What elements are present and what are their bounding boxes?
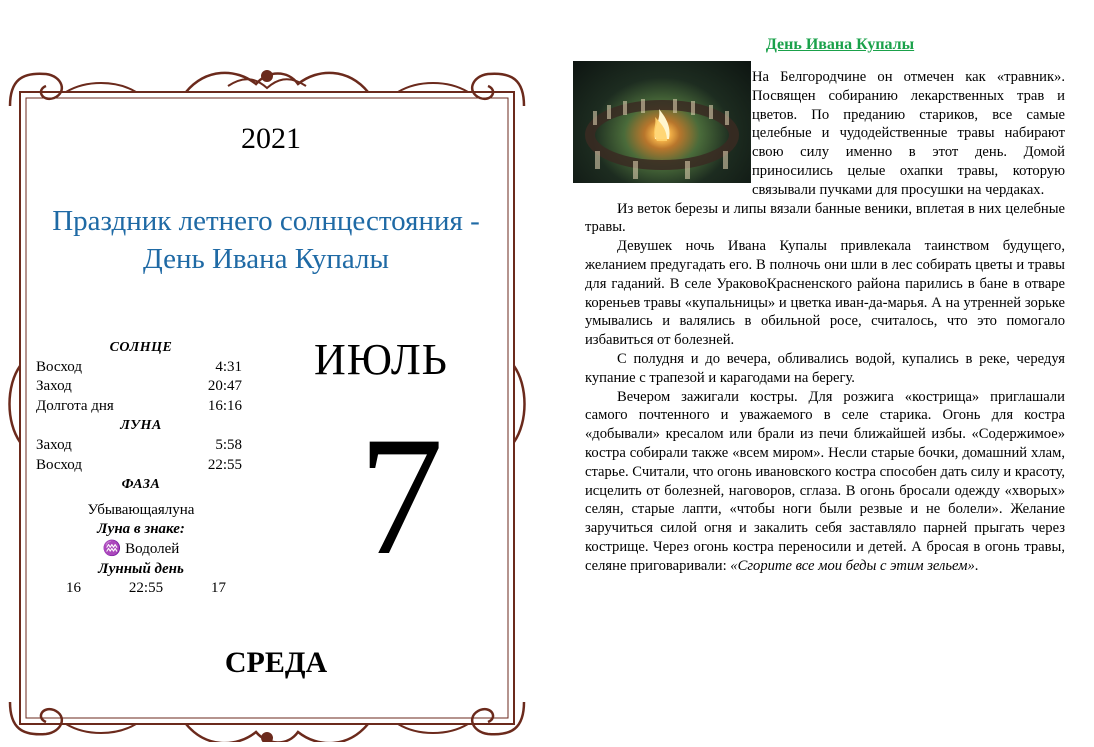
calendar-page — [6, 66, 528, 742]
article-paragraph-2: Из веток березы и липы вязали банные веники, вплетая в них целебные травы. — [585, 200, 1065, 236]
moon-sign-value: Водолей — [125, 540, 180, 557]
article-paragraph-5 — [585, 388, 1065, 576]
sunset-row — [36, 377, 246, 397]
moon-sign-label: Луна в знаке: — [97, 521, 185, 538]
photo-spacer — [573, 68, 748, 186]
holiday-title — [26, 202, 506, 278]
sunrise-label: Восход — [36, 358, 82, 375]
lunar-day-row — [36, 579, 246, 599]
moonset-label: Заход — [36, 436, 72, 453]
calendar-year: 2021 — [241, 122, 301, 155]
moonset-row — [36, 436, 246, 456]
article-paragraph-5-text: Вечером зажигали костры. Для розжига «кострища» приглашали самого почтенного и уважаемого в селе старика. Огонь для костра «добывали» кресалом или брали из печи ближайшей избы. «Содержимое» костра собирали также «всем миром». Несли старые бочки, домашний хлам, старье. Считали, что огонь ивановского костра способен дать силу и красоту, исцелить от болезней, наговоров, сглаза. В огонь бросали одежду «хворых» селян, старые лапти, «чтобы ноги были резвые и не болели». Желание заручиться силой огня и закалить себя заставляло парней прыгать через кострище. Через огонь костра переносили и детей. А бросая в огонь травы, селяне приговаривали: — [585, 388, 1065, 574]
lunar-day-label: Лунный день — [98, 560, 184, 577]
article-paragraph-1: На Белгородчине он отмечен как «травник». Посвящен собиранию лекарственных трав и цветов. По преданию стариков, все самые целебные и чудодейственные травы набирают свою силу именно в этот день. Домой приносились целые охапки травы, которую связывали пучками для просушки на чердаках. — [752, 69, 1065, 198]
article-body — [585, 68, 1065, 576]
daylength-value: 16:16 — [207, 397, 242, 414]
holiday-title-line1: Праздник летнего солнцестояния - — [52, 205, 480, 237]
article-title: День Ивана Купалы — [765, 36, 915, 53]
sunrise-row — [36, 358, 246, 378]
sunrise-value: 4:31 — [215, 358, 242, 375]
sunset-label: Заход — [36, 378, 72, 395]
moonrise-value: 22:55 — [207, 456, 242, 473]
moon-header: ЛУНА — [120, 418, 162, 434]
moonrise-label: Восход — [36, 456, 82, 473]
lunar-day-start: 16 — [66, 580, 81, 597]
phase-header: ФАЗА — [121, 477, 161, 493]
sunset-value: 20:47 — [207, 378, 242, 395]
sun-header: СОЛНЦЕ — [109, 340, 173, 355]
lunar-day-next: 17 — [210, 580, 226, 597]
article-paragraph-3: Девушек ночь Ивана Купалы привлекала таинством будущего, желанием предугадать его. В полночь они шли в лес собирать цветы и травы для гаданий. В селе УраковоКрасненского района парились в бане в отваре кореньев травы «купальницы» и цветка иван-да-марья. А на утренней зорьке умывались и валялись в обильной росе, считалось, что это помогало избавиться от болезней. — [585, 238, 1065, 349]
aquarius-icon: ♒ — [102, 540, 122, 557]
astronomy-table — [36, 338, 246, 599]
closing-quote: «Сгорите все мои беды с этим зельем» — [730, 557, 975, 574]
daylength-row — [36, 397, 246, 417]
daylength-label: Долгота дня — [36, 397, 114, 414]
article-paragraph-4: С полудня и до вечера, обливались водой, купались в реке, чередуя купание с трапезой и карагодами на берегу. — [585, 350, 1065, 386]
moonrise-row — [36, 456, 246, 476]
calendar-day-number: 7 — [358, 402, 444, 590]
moon-sign — [36, 540, 246, 560]
closing-period: . — [974, 557, 979, 574]
calendar-month: ИЮЛЬ — [314, 335, 448, 384]
calendar-weekday: СРЕДА — [224, 646, 328, 679]
moon-phase-value: Убывающаялуна — [87, 501, 195, 518]
moonset-value: 5:58 — [215, 436, 242, 453]
lunar-day-time: 22:55 — [128, 580, 164, 597]
holiday-title-line2: День Ивана Купалы — [142, 243, 390, 275]
